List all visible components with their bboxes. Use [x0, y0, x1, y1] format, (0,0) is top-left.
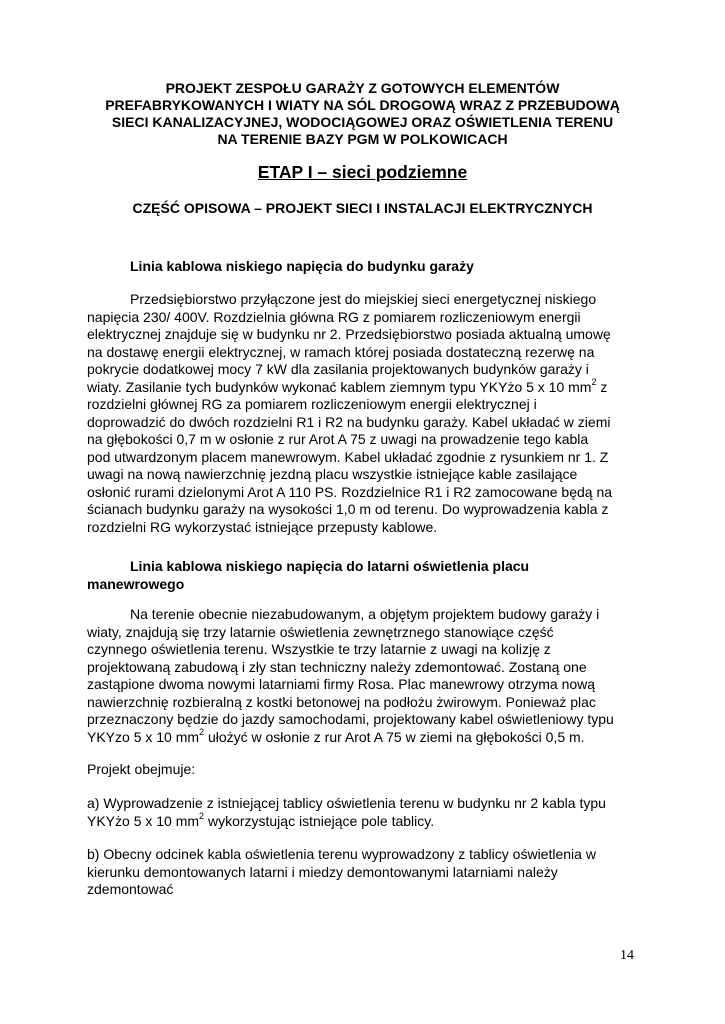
title-line: PROJEKT ZESPOŁU GARAŻY Z GOTOWYCH ELEMENTÓW — [165, 80, 560, 96]
project-item-b: b) Obecny odcinek kabla oświetlenia terenu wyprowadzony z tablicy oświetlenia w kierunku demontowanych latarni i miedzy demontowanymi latarniami należy zdemontować — [87, 846, 596, 897]
superscript: 2 — [199, 726, 205, 737]
project-intro: Projekt obejmuje: — [87, 761, 196, 777]
section2-paragraph: Na terenie obecnie niezabudowanym, a objętym projektem budowy garaży i wiaty, znajdują się trzy latarnie oświetlenia zewnętrznego stanowiące część czynnego oświetlenia terenu. Wszystkie te trzy latarnie z uwagi na kolizję z projektowaną zabudową i zły stan techniczny należy zdemontować. Zostaną one zastąpione dwoma nowymi latarniami firmy Rosa. Plac manewrowy otrzyma nową nawierzchnię rozbieralną z kostki betonowej na podłożu żwirowym. Ponieważ plac przeznaczony będzie do jazdy samochodami, projektowany kabel oświetleniowy typu YKYzo 5 x 10 $mm^2$ ułożyć w osłonie z rur Arot A 75 w ziemi na głębokości 0,5 m. — [87, 606, 614, 745]
section1-heading: Linia kablowa niskiego napięcia do budynku garaży — [130, 258, 474, 274]
page-number: 14 — [620, 948, 634, 963]
stage-title: ETAP I – sieci podziemne — [257, 162, 468, 182]
superscript: 2 — [199, 810, 205, 821]
document-title — [70, 80, 655, 148]
title-line: SIECI KANALIZACYJNEJ, WODOCIĄGOWEJ ORAZ OŚWIETLENIA TERENU — [111, 114, 614, 130]
title-line: PREFABRYKOWANYCH I WIATY NA SÓL DROGOWĄ WRAZ Z PRZEBUDOWĄ — [105, 97, 620, 113]
project-item-a: a) Wyprowadzenie z istniejącej tablicy oświetlenia terenu w budynku nr 2 kabla typu YKYżo 5 x 10 $mm^2$ wykorzystując istniejące pole tablicy. — [87, 795, 606, 829]
title-line: NA TERENIE BAZY PGM W POLKOWICACH — [217, 131, 508, 147]
part-title: CZĘŚĆ OPISOWA – PROJEKT SIECI I INSTALACJI ELEKTRYCZNYCH — [132, 200, 593, 216]
section2-heading: Linia kablowa niskiego napięcia do latarni oświetlenia placu manewrowego — [87, 558, 530, 592]
section1-paragraph: Przedsiębiorstwo przyłączone jest do miejskiej sieci energetycznej niskiego napięcia 230/ 400V. Rozdzielnia główna RG z pomiarem rozliczeniowym energii elektrycznej znajduje się w budynku nr 2. Przedsiębiorstwo posiada aktualną umowę na dostawę energii elektrycznej, w ramach której posiada dostateczną rezerwę na pokrycie dodatkowej mocy 7 kW dla zasilania projektowanych budynków garaży i wiaty. Zasilanie tych budynków wykonać kablem ziemnym typu YKYżo 5 x 10 $mm^2$ z rozdzielni głównej RG za pomiarem rozliczeniowym energii elektrycznej i doprowadzić do dwóch rozdzielni R1 i R2 na budynku garaży. Kabel układać w ziemi na głębokości 0,7 m w osłonie z rur Arot A 75 z uwagi na prowadzenie tego kabla pod utwardzonym placem manewrowym. Kabel układać zgodnie z rysunkiem nr 1. Z uwagi na nową nawierzchnię jezdną placu wszystkie istniejące kable zasilające osłonić rurami dzielonymi Arot A 110 PS. Rozdzielnice R1 i R2 zamocowane będą na ścianach budynku garaży na wysokości 1,0 m od terenu. Do wyprowadzenia kabla z rozdzielni RG wykorzystać istniejące przepusty kablowe. — [87, 291, 613, 535]
superscript: 2 — [591, 376, 597, 387]
